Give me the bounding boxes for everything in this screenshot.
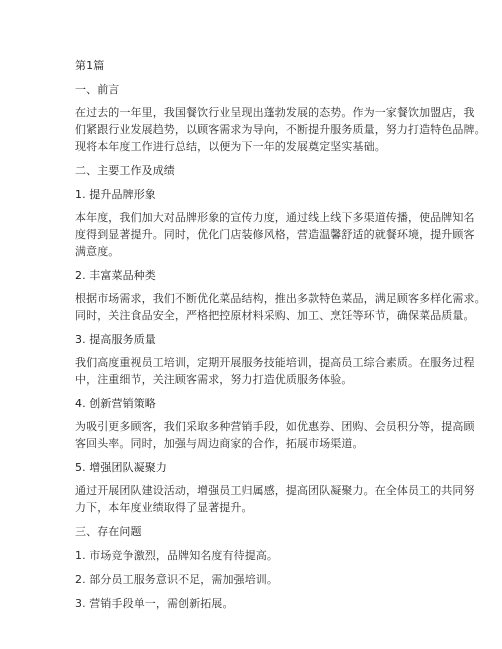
paragraph-line: 在过去的一年里，我国餐饮行业呈现出蓬勃发展的态势。作为一家餐饮加盟店，我 xyxy=(75,106,475,119)
list-item: 2. 部分员工服务意识不足，需加强培训。 xyxy=(75,573,278,586)
list-item: 3. 营销手段单一，需创新拓展。 xyxy=(75,597,234,610)
subheading-dishes: 2. 丰富菜品种类 xyxy=(75,269,156,282)
section-heading-main-work: 二、主要工作及成绩 xyxy=(75,164,175,177)
list-item: 1. 市场竞争激烈，品牌知名度有待提高。 xyxy=(75,549,278,562)
paragraph-line: 同时，关注食品安全，严格把控原材料采购、加工、烹饪等环节，确保菜品质量。 xyxy=(75,309,475,322)
subheading-team: 5. 增强团队凝聚力 xyxy=(75,461,167,474)
subheading-service: 3. 提高服务质量 xyxy=(75,333,156,346)
paragraph-line: 根据市场需求，我们不断优化菜品结构，推出多款特色菜品，满足顾客多样化需求。 xyxy=(75,292,486,305)
paragraph-line: 满意度。 xyxy=(75,245,120,258)
paragraph-line: 我们高度重视员工培训，定期开展服务技能培训，提高员工综合素质。在服务过程 xyxy=(75,356,475,369)
paragraph-line: 度得到显著提升。同时，优化门店装修风格，营造温馨舒适的就餐环境，提升顾客 xyxy=(75,228,475,241)
paragraph-line: 中，注重细节，关注顾客需求，努力打造优质服务体验。 xyxy=(75,373,353,386)
paragraph-line: 为吸引更多顾客，我们采取多种营销手段，如优惠券、团购、会员积分等，提高顾 xyxy=(75,420,475,433)
paragraph-line: 客回头率。同时，加强与周边商家的合作，拓展市场渠道。 xyxy=(75,437,364,450)
section-heading-preface: 一、前言 xyxy=(75,83,120,96)
section-heading-problems: 三、存在问题 xyxy=(75,525,142,538)
paragraph-line: 通过开展团队建设活动，增强员工归属感，提高团队凝聚力。在全体员工的共同努 xyxy=(75,484,475,497)
paragraph-line: 力下，本年度业绩取得了显著提升。 xyxy=(75,501,253,514)
subheading-brand-image: 1. 提升品牌形象 xyxy=(75,188,156,201)
paragraph-line: 现将本年度工作进行总结，以便为下一年的发展奠定坚实基础。 xyxy=(75,140,386,153)
paragraph-line: 本年度，我们加大对品牌形象的宣传力度，通过线上线下多渠道传播，使品牌知名 xyxy=(75,211,475,224)
subheading-marketing: 4. 创新营销策略 xyxy=(75,397,156,410)
paragraph-line: 们紧跟行业发展趋势，以顾客需求为导向，不断提升服务质量，努力打造特色品牌。 xyxy=(75,123,486,136)
page-number-label: 第1篇 xyxy=(75,59,105,72)
